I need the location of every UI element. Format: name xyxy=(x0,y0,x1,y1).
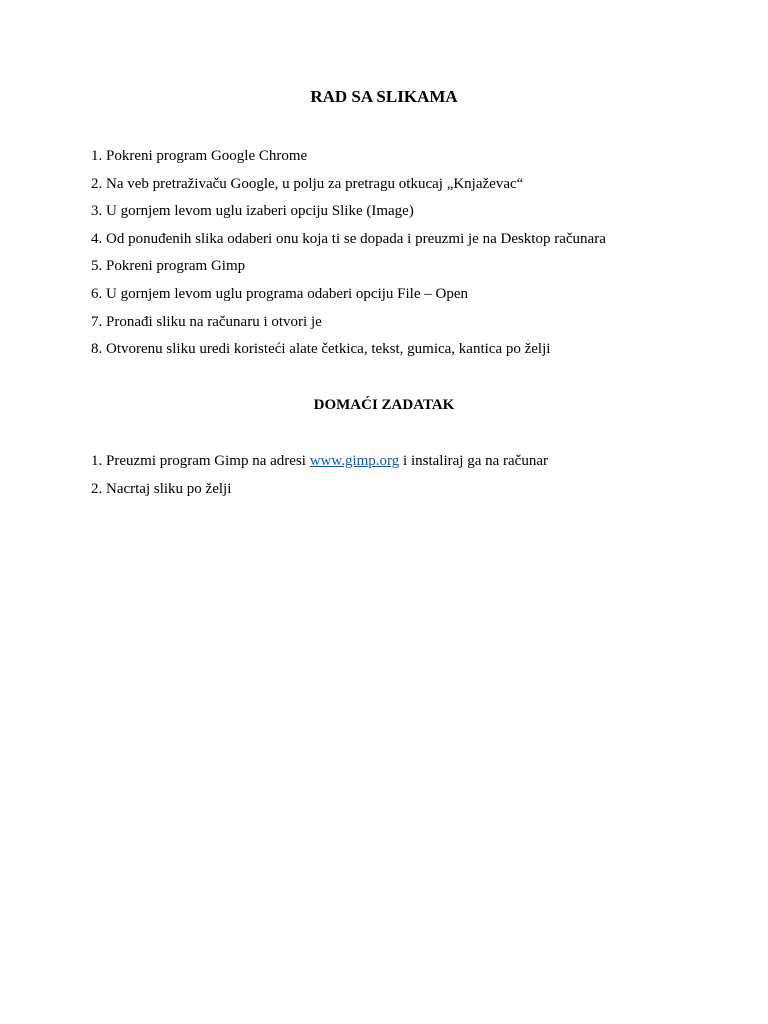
homework-item xyxy=(91,451,731,479)
step-item: 4. Od ponuđenih slika odaberi onu koja ti se dopada i preuzmi je na Desktop računara xyxy=(91,230,606,247)
step-item: 6. U gornjem levom uglu programa odaberi opciju File – Open xyxy=(91,285,468,302)
page-title: RAD SA SLIKAMA xyxy=(310,87,458,106)
homework-list xyxy=(91,451,731,506)
step-item: 3. U gornjem levom uglu izaberi opciju Slike (Image) xyxy=(91,203,414,220)
step-item: 1. Pokreni program Google Chrome xyxy=(91,148,308,164)
step-item: 5. Pokreni program Gimp xyxy=(91,258,246,275)
step-item: 7. Pronađi sliku na računaru i otvori je xyxy=(91,313,322,330)
step-item: 8. Otvorenu sliku uredi koristeći alate četkica, tekst, gumica, kantica po želji xyxy=(91,341,551,358)
step-item: 2. Na veb pretraživaču Google, u polju za pretragu otkucaj „Knjaževac“ xyxy=(91,175,524,192)
homework-item-text-after: i instaliraj ga na računar xyxy=(399,453,548,469)
steps-list xyxy=(91,146,731,367)
homework-item: 2. Nacrtaj sliku po želji xyxy=(91,480,232,497)
gimp-link[interactable]: www.gimp.org xyxy=(309,453,400,469)
homework-title: DOMAĆI ZADATAK xyxy=(313,397,455,413)
homework-item-text-before: 1. Preuzmi program Gimp na adresi xyxy=(91,453,310,469)
